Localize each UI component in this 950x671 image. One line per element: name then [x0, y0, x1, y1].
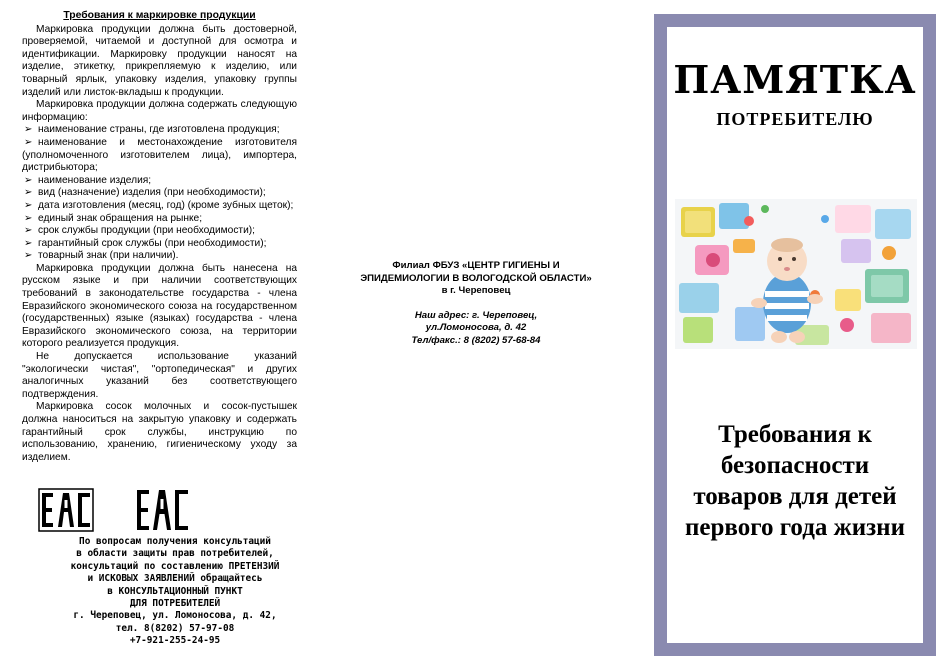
- list-item: ➢ наименование и местонахождение изготовителя (уполномоченного изготовителем лица), импортера, дистрибьютора;: [22, 136, 297, 174]
- arrow-bullet-icon: ➢: [24, 225, 33, 237]
- cover-heading-line: первого года жизни: [684, 514, 905, 541]
- cover-heading-line: Требования к: [718, 421, 872, 448]
- arrow-bullet-icon: ➢: [24, 250, 33, 262]
- phone-fax: Тел/факс.: 8 (8202) 57-68-84: [411, 334, 541, 346]
- requirements-list: [22, 124, 297, 263]
- section-title: Требования к маркировке продукции: [63, 10, 256, 21]
- list-item: ➢ дата изготовления (месяц, год) (кроме зубных щеток);: [24, 199, 294, 211]
- org-city: в г. Череповец: [441, 285, 511, 296]
- list-item: ➢ наименование страны, где изготовлена продукция;: [24, 124, 280, 136]
- baby-photo-icon: [675, 199, 917, 349]
- arrow-bullet-icon: ➢: [24, 124, 33, 136]
- consult-line: в области защиты прав потребителей,: [76, 548, 274, 560]
- arrow-bullet-icon: ➢: [24, 237, 33, 249]
- cover-heading: [667, 419, 923, 543]
- address-street: ул.Ломоносова, д. 42: [425, 322, 527, 333]
- arrow-bullet-icon: ➢: [24, 212, 33, 224]
- eac-mark-solid-icon: [136, 488, 190, 532]
- list-item: ➢ товарный знак (при наличии).: [24, 250, 179, 262]
- consult-address: г. Череповец, ул. Ломоносова, д. 42,: [73, 610, 277, 622]
- list-item: ➢ вид (назначение) изделия (при необходимости);: [24, 187, 266, 199]
- org-name-line: ЭПИДЕМИОЛОГИИ В ВОЛОГОДСКОЙ ОБЛАСТИ»: [360, 272, 592, 284]
- consult-line: и ИСКОВЫХ ЗАЯВЛЕНИЙ обращайтесь: [87, 573, 263, 585]
- list-item: ➢ срок службы продукции (при необходимости);: [24, 225, 255, 237]
- paragraph-language: Маркировка продукции должна быть нанесена на русском языке и при наличии соответствующих требований в законодательстве государства - члена Евразийского экономического союза на государственном (государственных) языке (языках) государства - члена Евразийского экономического союза, на территории которого реализуется продукция.: [22, 262, 297, 350]
- cover-panel: [654, 14, 936, 656]
- arrow-bullet-icon: ➢: [24, 136, 33, 148]
- list-item: ➢ единый знак обращения на рынке;: [24, 212, 203, 224]
- consult-mobile: +7-921-255-24-95: [129, 635, 221, 647]
- consult-line: консультаций по составлению ПРЕТЕНЗИЙ: [70, 560, 280, 572]
- cover-heading-line: товаров для детей: [693, 483, 897, 510]
- list-item: ➢ гарантийный срок службы (при необходимости);: [24, 237, 267, 249]
- left-panel: [22, 10, 297, 464]
- paragraph-pacifiers: Маркировка сосок молочных и сосок-пустышек должна наноситься на закрытую упаковку и содержать гарантийный срок службы, инструкцию по использованию, хранению, гигиеническому уходу за изделием.: [22, 401, 297, 463]
- consult-line: По вопросам получения консультаций: [79, 536, 271, 547]
- arrow-bullet-icon: ➢: [24, 187, 33, 199]
- consult-line: в КОНСУЛЬТАЦИОННЫЙ ПУНКТ: [107, 585, 243, 597]
- consult-phone: тел. 8(8202) 57-97-08: [115, 622, 235, 634]
- consultation-info: [30, 536, 320, 648]
- middle-panel: [330, 260, 622, 347]
- address-line: Наш адрес: г. Череповец,: [414, 309, 538, 321]
- list-item: ➢ наименование изделия;: [24, 174, 152, 186]
- arrow-bullet-icon: ➢: [24, 199, 33, 211]
- cover-subtitle: ПОТРЕБИТЕЛЮ: [716, 109, 874, 129]
- eac-marks: [38, 488, 198, 532]
- paragraph-list-intro: Маркировка продукции должна содержать следующую информацию:: [22, 99, 297, 123]
- org-name-line: Филиал ФБУЗ «ЦЕНТР ГИГИЕНЫ И: [392, 260, 560, 271]
- consult-line: ДЛЯ ПОТРЕБИТЕЛЕЙ: [129, 598, 221, 610]
- cover-title: ПАМЯТКА: [673, 57, 917, 102]
- eac-mark-outlined-icon: [38, 488, 94, 532]
- paragraph-intro: Маркировка продукции должна быть достоверной, проверяемой, читаемой и доступной для осмотра и идентификации. Маркировку продукции наносят на изделие, этикетку, прикрепляемую к изделию, или товарный ярлык, упаковку изделия, упаковку группы изделий или листок-вкладыш к продукции.: [22, 23, 297, 98]
- paragraph-claims: Не допускается использование указаний "экологически чистая", "ортопедическая" и других аналогичных указаний без соответствующего подтверждения.: [22, 351, 297, 400]
- arrow-bullet-icon: ➢: [24, 174, 33, 186]
- cover-heading-line: безопасности: [720, 452, 870, 479]
